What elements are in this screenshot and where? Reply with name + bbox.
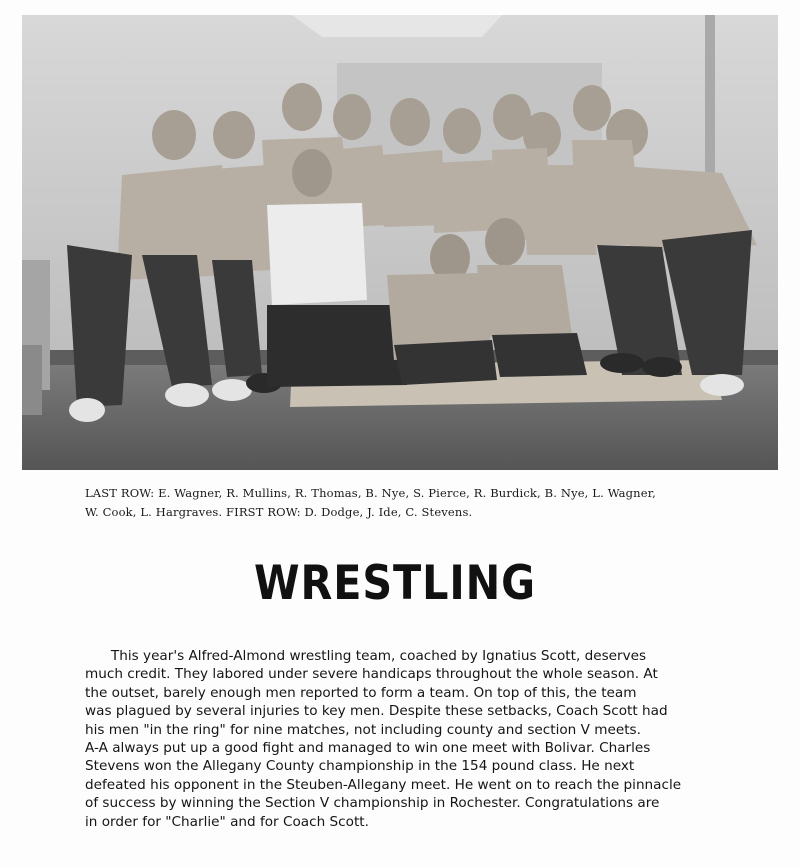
article-body — [85, 647, 715, 831]
caption-line: LAST ROW: E. Wagner, R. Mullins, R. Thomas, B. Nye, S. Pierce, R. Burdick, B. Nye, L. Wagner, — [85, 486, 656, 500]
body-line: defeated his opponent in the Steuben-Allegany meet. He went on to reach the pinnacle — [85, 776, 682, 793]
body-line: in order for "Charlie" and for Coach Scott. — [85, 813, 369, 830]
body-line: of success by winning the Section V championship in Rochester. Congratulations are — [85, 795, 660, 812]
body-line: A-A always put up a good fight and managed to win one meet with Bolivar. Charles — [85, 740, 651, 757]
body-line: Stevens won the Allegany County championship in the 154 pound class. He next — [85, 758, 635, 775]
photo-caption — [85, 484, 735, 522]
body-line: was plagued by several injuries to key men. Despite these setbacks, Coach Scott had — [85, 703, 668, 720]
body-line: his men "in the ring" for nine matches, not including county and section V meets. — [85, 721, 641, 738]
body-line: the outset, barely enough men reported to form a team. On top of this, the team — [85, 684, 637, 701]
body-line: This year's Alfred-Almond wrestling team, coached by Ignatius Scott, deserves — [85, 648, 647, 664]
team-photo-icon — [22, 15, 778, 470]
caption-line: W. Cook, L. Hargraves. FIRST ROW: D. Dodge, J. Ide, C. Stevens. — [85, 505, 473, 519]
body-line: much credit. They labored under severe handicaps throughout the whole season. At — [85, 666, 658, 683]
team-photograph — [22, 15, 778, 470]
page-title: WRESTLING — [254, 556, 536, 611]
